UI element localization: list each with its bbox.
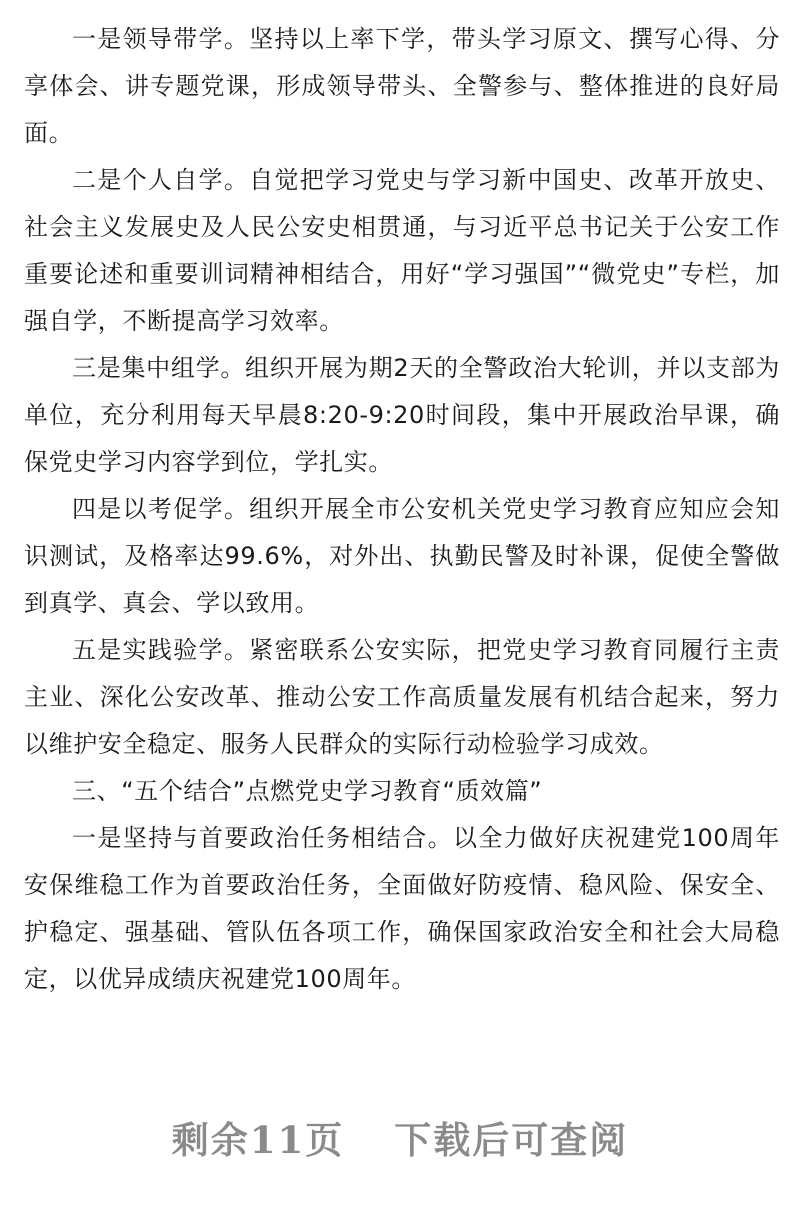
paragraph-group-study: 三是集中组学。组织开展为期2天的全警政治大轮训，并以支部为单位，充分利用每天早晨8:20-9:20时间段，集中开展政治早课，确保党史学习内容学到位，学扎实。 [24,354,780,476]
paragraph-exam-study: 四是以考促学。组织开展全市公安机关党史学习教育应知应会知识测试，及格率达99.6%，对外出、执勤民警及时补课，促使全警做到真学、真会、学以致用。 [24,495,780,617]
paragraph-self-study: 二是个人自学。自觉把学习党史与学习新中国史、改革开放史、社会主义发展史及人民公安史相贯通，与习近平总书记关于公安工作重要论述和重要训词精神相结合，用好“学习强国”“微党史”专栏，加强自学，不断提高学习效率。 [24,166,780,335]
paragraph-practice-study: 五是实践验学。紧密联系公安实际，把党史学习教育同履行主责主业、深化公安改革、推动公安工作高质量发展有机结合起来，努力以维护安全稳定、服务人民群众的实际行动检验学习成效。 [24,636,780,758]
document-body [24,16,780,1003]
download-prompt[interactable] [0,1110,800,1164]
remaining-pages-label: 剩余11页 [171,1118,345,1162]
paragraph-leadership-study: 一是领导带学。坚持以上率下学，带头学习原文、撰写心得、分享体会、讲专题党课，形成领导带头、全警参与、整体推进的良好局面。 [24,25,780,147]
paragraph-political-task: 一是坚持与首要政治任务相结合。以全力做好庆祝建党100周年安保维稳工作为首要政治任务，全面做好防疫情、稳风险、保安全、护稳定、强基础、管队伍各项工作，确保国家政治安全和社会大局稳定，以优异成绩庆祝建党100周年。 [24,824,780,993]
section-heading-five-combinations: 三、“五个结合”点燃党史学习教育“质效篇” [72,777,543,805]
download-to-view-label: 下载后可查阅 [394,1118,629,1162]
